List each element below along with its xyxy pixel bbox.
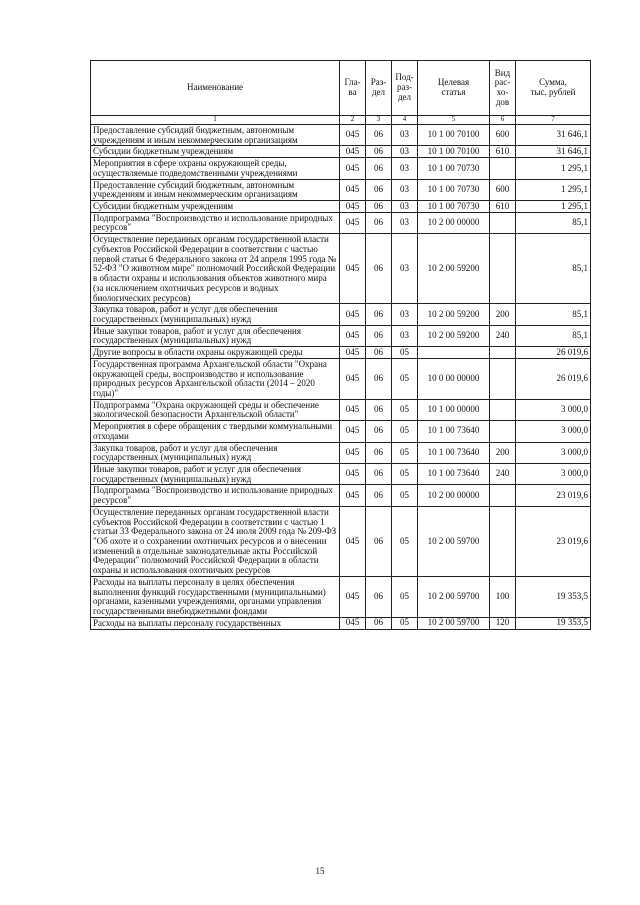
- row-section: 06: [366, 399, 392, 420]
- row-section: 06: [366, 485, 392, 506]
- row-sum: 3 000,0: [516, 442, 591, 463]
- row-sum: 26 019,6: [516, 347, 591, 359]
- row-type: [490, 485, 516, 506]
- row-type: 610: [490, 201, 516, 213]
- row-target: 10 1 00 73640: [418, 442, 490, 463]
- table-header-row: [91, 61, 591, 116]
- row-subsection: 05: [392, 617, 418, 629]
- row-sum: 3 000,0: [516, 399, 591, 420]
- row-sum: 85,1: [516, 304, 591, 325]
- row-chapter: 045: [340, 212, 366, 233]
- row-name: Государственная программа Архангельской области "Охрана окружающей среды, воспроизводство и использование природных ресурсов Архангельской области (2014 – 2020 годы)": [91, 358, 340, 399]
- row-type: 600: [490, 125, 516, 146]
- table-row: [91, 464, 591, 485]
- row-chapter: 045: [340, 234, 366, 304]
- row-sum: 26 019,6: [516, 358, 591, 399]
- row-type: 600: [490, 179, 516, 200]
- row-section: 06: [366, 442, 392, 463]
- table-row: [91, 399, 591, 420]
- row-type: 610: [490, 146, 516, 158]
- row-type: 120: [490, 617, 516, 629]
- row-subsection: 03: [392, 212, 418, 233]
- column-number-row: [91, 116, 591, 125]
- row-name: Другие вопросы в области охраны окружающей среды: [91, 347, 340, 359]
- row-name: Подпрограмма "Воспроизводство и использование природных ресурсов": [91, 212, 340, 233]
- table-row: [91, 125, 591, 146]
- row-section: 06: [366, 325, 392, 346]
- table-row: [91, 158, 591, 179]
- row-subsection: 03: [392, 304, 418, 325]
- row-subsection: 05: [392, 576, 418, 617]
- row-sum: 23 019,6: [516, 485, 591, 506]
- row-sum: 3 000,0: [516, 464, 591, 485]
- row-target: 10 1 00 70730: [418, 201, 490, 213]
- row-type: [490, 506, 516, 576]
- row-type: [490, 212, 516, 233]
- column-number: 7: [516, 116, 591, 125]
- header-subsection: Под- раз- дел: [392, 61, 418, 116]
- table-row: [91, 325, 591, 346]
- row-section: 06: [366, 464, 392, 485]
- row-sum: 1 295,1: [516, 179, 591, 200]
- table-body: [91, 125, 591, 630]
- row-name: Субсидии бюджетным учреждениям: [91, 201, 340, 213]
- table-row: [91, 146, 591, 158]
- row-target: 10 1 00 00000: [418, 399, 490, 420]
- row-target: 10 2 00 59200: [418, 325, 490, 346]
- row-sum: 19 353,5: [516, 576, 591, 617]
- row-target: 10 2 00 00000: [418, 485, 490, 506]
- row-subsection: 05: [392, 464, 418, 485]
- row-target: 10 2 00 59200: [418, 304, 490, 325]
- row-sum: 85,1: [516, 325, 591, 346]
- row-type: [490, 358, 516, 399]
- row-subsection: 03: [392, 158, 418, 179]
- row-section: 06: [366, 146, 392, 158]
- row-chapter: 045: [340, 399, 366, 420]
- row-name: Расходы на выплаты персоналу государственных: [91, 617, 340, 629]
- row-type: 100: [490, 576, 516, 617]
- header-type: Вид рас- хо- дов: [490, 61, 516, 116]
- row-name: Иные закупки товаров, работ и услуг для обеспечения государственных (муниципальных) нужд: [91, 325, 340, 346]
- row-name: Закупка товаров, работ и услуг для обеспечения государственных (муниципальных) нужд: [91, 442, 340, 463]
- row-sum: 1 295,1: [516, 201, 591, 213]
- row-chapter: 045: [340, 485, 366, 506]
- row-type: 200: [490, 304, 516, 325]
- header-sum: Сумма, тыс. рублей: [516, 61, 591, 116]
- row-target: 10 2 00 59700: [418, 576, 490, 617]
- row-chapter: 045: [340, 347, 366, 359]
- table-row: [91, 506, 591, 576]
- row-chapter: 045: [340, 358, 366, 399]
- row-chapter: 045: [340, 201, 366, 213]
- row-chapter: 045: [340, 158, 366, 179]
- row-type: [490, 399, 516, 420]
- row-target: 10 1 00 73640: [418, 421, 490, 442]
- row-target: 10 1 00 70730: [418, 158, 490, 179]
- row-section: 06: [366, 576, 392, 617]
- row-name: Субсидии бюджетным учреждениям: [91, 146, 340, 158]
- row-subsection: 05: [392, 347, 418, 359]
- row-name: Осуществление переданных органам государственной власти субъектов Российской Федерации в соответствии с частью первой статьи 6 Федерального закона от 24 апреля 1995 года № 52-ФЗ "О животном мире" полномочий Российской Федерации в области охраны и использования объектов животного мира (за исключением охотничьих ресурсов и водных биологических ресурсов): [91, 234, 340, 304]
- row-name: Расходы на выплаты персоналу в целях обеспечения выполнения функций государственными (муниципальными) органами, казенными учреждениями, органами управления государственными внебюджетными фондами: [91, 576, 340, 617]
- row-section: 06: [366, 617, 392, 629]
- row-type: [490, 421, 516, 442]
- row-section: 06: [366, 158, 392, 179]
- table-row: [91, 179, 591, 200]
- row-target: 10 1 00 73640: [418, 464, 490, 485]
- column-number: 2: [340, 116, 366, 125]
- row-section: 06: [366, 347, 392, 359]
- row-chapter: 045: [340, 125, 366, 146]
- budget-table: [90, 60, 591, 630]
- row-sum: 85,1: [516, 212, 591, 233]
- row-type: [490, 158, 516, 179]
- row-target: 10 2 00 59700: [418, 617, 490, 629]
- row-subsection: 05: [392, 399, 418, 420]
- column-number: 5: [418, 116, 490, 125]
- table-row: [91, 442, 591, 463]
- row-subsection: 03: [392, 201, 418, 213]
- row-name: Предоставление субсидий бюджетным, автономным учреждениям и иным некоммерческим организациям: [91, 179, 340, 200]
- row-chapter: 045: [340, 304, 366, 325]
- row-name: Подпрограмма "Охрана окружающей среды и обеспечение экологической безопасности Архангельской области": [91, 399, 340, 420]
- row-type: 240: [490, 464, 516, 485]
- row-name: Мероприятия в сфере охраны окружающей среды, осуществляемые подведомственными учреждениями: [91, 158, 340, 179]
- column-number: 1: [91, 116, 340, 125]
- row-chapter: 045: [340, 421, 366, 442]
- column-number: 4: [392, 116, 418, 125]
- column-number: 3: [366, 116, 392, 125]
- row-subsection: 05: [392, 506, 418, 576]
- header-name: Наименование: [91, 61, 340, 116]
- row-section: 06: [366, 421, 392, 442]
- row-name: Закупка товаров, работ и услуг для обеспечения государственных (муниципальных) нужд: [91, 304, 340, 325]
- row-section: 06: [366, 358, 392, 399]
- row-sum: 3 000,0: [516, 421, 591, 442]
- row-section: 06: [366, 179, 392, 200]
- row-target: 10 0 00 00000: [418, 358, 490, 399]
- header-section: Раз- дел: [366, 61, 392, 116]
- row-target: [418, 347, 490, 359]
- row-target: 10 2 00 59200: [418, 234, 490, 304]
- row-sum: 31 646,1: [516, 146, 591, 158]
- row-chapter: 045: [340, 464, 366, 485]
- row-sum: 19 353,5: [516, 617, 591, 629]
- row-sum: 85,1: [516, 234, 591, 304]
- row-section: 06: [366, 304, 392, 325]
- table-row: [91, 347, 591, 359]
- row-subsection: 05: [392, 421, 418, 442]
- header-chapter: Гла- ва: [340, 61, 366, 116]
- row-subsection: 05: [392, 358, 418, 399]
- row-name: Осуществление переданных органам государственной власти субъектов Российской Федерации в соответствии с частью 1 статьи 33 Федерального закона от 24 июля 2009 года № 209-ФЗ "Об охоте и о сохранении охотничьих ресурсов и о внесении изменений в отдельные законодательные акты Российской Федерации" полномочий Российской Федерации в области охраны и использования охотничьих ресурсов: [91, 506, 340, 576]
- row-type: [490, 347, 516, 359]
- row-target: 10 1 00 70730: [418, 179, 490, 200]
- table-row: [91, 421, 591, 442]
- row-subsection: 03: [392, 125, 418, 146]
- row-type: 200: [490, 442, 516, 463]
- row-subsection: 03: [392, 234, 418, 304]
- row-section: 06: [366, 201, 392, 213]
- row-sum: 1 295,1: [516, 158, 591, 179]
- header-target: Целевая статья: [418, 61, 490, 116]
- row-section: 06: [366, 234, 392, 304]
- row-chapter: 045: [340, 442, 366, 463]
- row-chapter: 045: [340, 325, 366, 346]
- table-row: [91, 234, 591, 304]
- row-name: Предоставление субсидий бюджетным, автономным учреждениям и иным некоммерческим организациям: [91, 125, 340, 146]
- row-type: [490, 234, 516, 304]
- row-subsection: 03: [392, 179, 418, 200]
- row-subsection: 03: [392, 146, 418, 158]
- table-row: [91, 212, 591, 233]
- table-row: [91, 304, 591, 325]
- row-target: 10 2 00 59700: [418, 506, 490, 576]
- row-target: 10 1 00 70100: [418, 125, 490, 146]
- page-number: 15: [315, 866, 325, 876]
- row-target: 10 2 00 00000: [418, 212, 490, 233]
- row-section: 06: [366, 125, 392, 146]
- table-row: [91, 617, 591, 629]
- row-chapter: 045: [340, 179, 366, 200]
- table-row: [91, 358, 591, 399]
- row-name: Иные закупки товаров, работ и услуг для обеспечения государственных (муниципальных) нужд: [91, 464, 340, 485]
- row-section: 06: [366, 506, 392, 576]
- row-subsection: 03: [392, 325, 418, 346]
- row-chapter: 045: [340, 146, 366, 158]
- table-row: [91, 576, 591, 617]
- row-chapter: 045: [340, 576, 366, 617]
- row-sum: 31 646,1: [516, 125, 591, 146]
- column-number: 6: [490, 116, 516, 125]
- row-name: Мероприятия в сфере обращения с твердыми коммунальными отходами: [91, 421, 340, 442]
- row-section: 06: [366, 212, 392, 233]
- row-chapter: 045: [340, 617, 366, 629]
- row-type: 240: [490, 325, 516, 346]
- budget-table-container: [90, 60, 590, 630]
- row-subsection: 05: [392, 485, 418, 506]
- table-row: [91, 485, 591, 506]
- row-target: 10 1 00 70100: [418, 146, 490, 158]
- row-subsection: 05: [392, 442, 418, 463]
- row-name: Подпрограмма "Воспроизводство и использование природных ресурсов": [91, 485, 340, 506]
- table-row: [91, 201, 591, 213]
- row-sum: 23 019,6: [516, 506, 591, 576]
- row-chapter: 045: [340, 506, 366, 576]
